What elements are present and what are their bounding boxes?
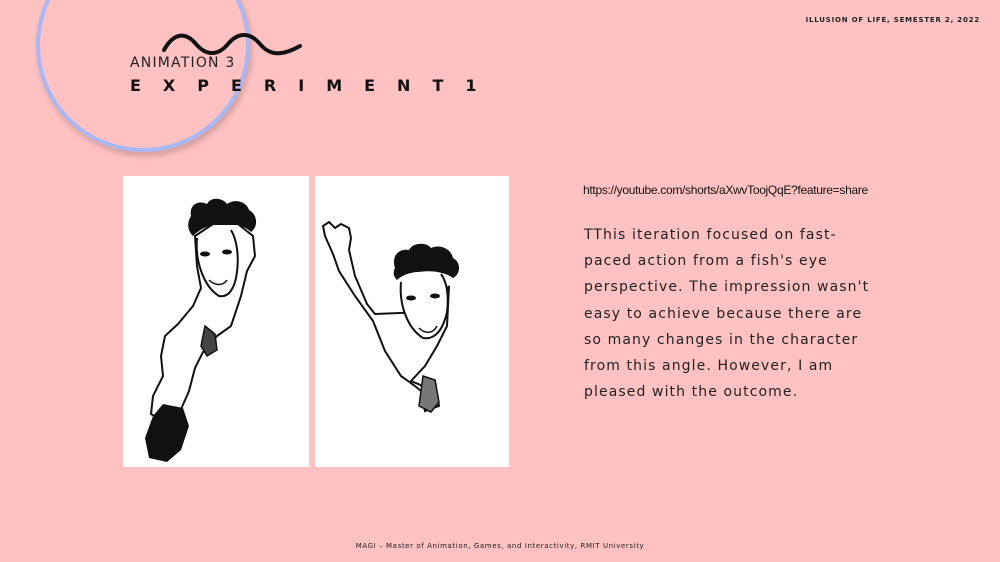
animation-frame-1 <box>123 176 309 467</box>
character-drawing-running <box>123 176 309 467</box>
description-text: TThis iteration focused on fast-paced action from a fish's eye perspective. The impression wasn't easy to achieve because there are so many changes in the character from this angle. However, I am pleased with the outcome. <box>584 227 870 401</box>
wave-decoration <box>160 30 305 58</box>
section-subtitle: ANIMATION 3 <box>130 55 236 71</box>
footer-text: MAGI – Master of Animation, Games, and Interactivity, RMIT University <box>355 542 645 550</box>
video-link[interactable]: https://youtube.com/shorts/aXwvToojQqE?feature=share <box>583 183 868 197</box>
character-drawing-waving <box>315 176 509 467</box>
animation-frame-2 <box>315 176 509 467</box>
page-title: EXPERIMENT1 <box>130 76 499 95</box>
course-label: ILLUSION OF LIFE, SEMESTER 2, 2022 <box>805 16 980 24</box>
